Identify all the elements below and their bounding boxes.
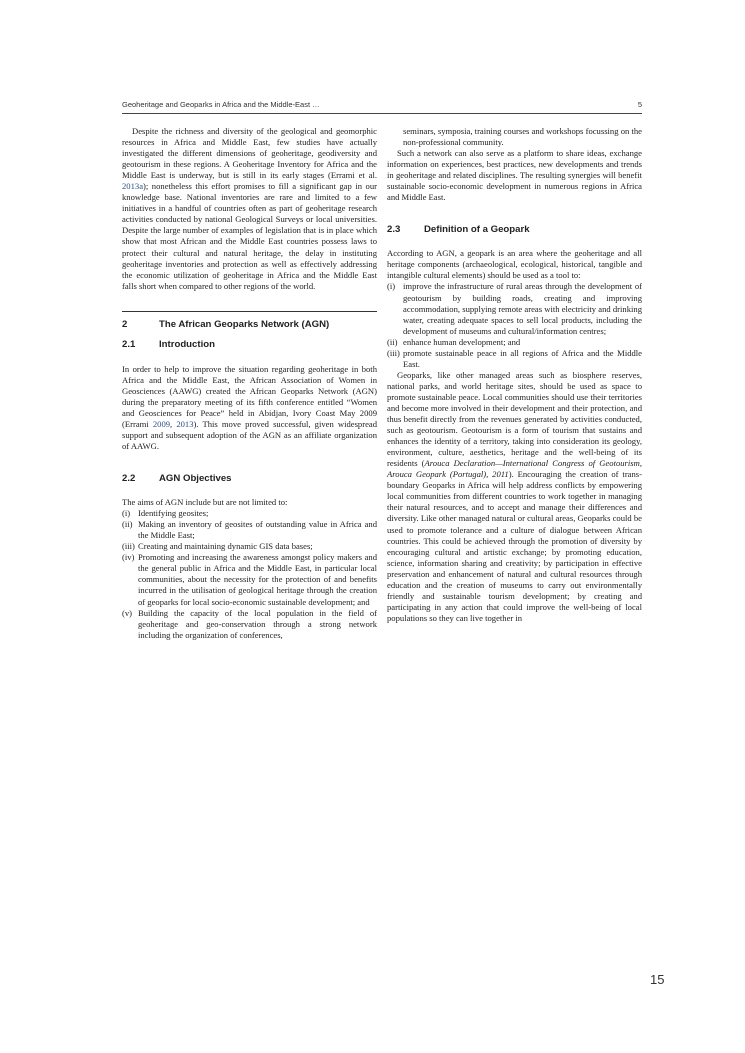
list-item: (v) Building the capacity of the local population in the field of geoheritage and geo-conservation through a strong network including the organization of conferences, bbox=[122, 607, 377, 640]
running-head-page-number: 5 bbox=[637, 100, 642, 109]
introduction-paragraph: In order to help to improve the situation regarding geoheritage in both Africa and the Middle East, the African Association of Women in Geosciences (AAWG) created the African Geoparks Network (AGN) during the preparatory meeting of its fifth conference entitled “Women and Geosciences for Peace” held in Abidjan, Ivory Coast May 2009 (Errami 2009, 2013). This move proved successful, given widespread support and subsequent adoption of the AGN as an affiliate organization of AAWG. bbox=[122, 363, 377, 452]
list-item: (ii) enhance human development; and bbox=[387, 336, 521, 347]
header-rule bbox=[122, 113, 642, 114]
list-item: (iii) Creating and maintaining dynamic GIS data bases; bbox=[122, 541, 313, 552]
running-head bbox=[122, 100, 642, 112]
list-item: (i) improve the infrastructure of rural areas through the development of geotourism by building roads, creating and improving accommodation, supplying remote areas with electricity and drinking water, creating adequate spaces to sell local products, including the development of museums and cultural/information centres; bbox=[387, 281, 642, 336]
section-heading-2: 2 The African Geoparks Network (AGN) bbox=[122, 318, 330, 330]
objectives-list bbox=[122, 508, 377, 641]
citation-link[interactable]: 2013a bbox=[122, 181, 144, 192]
list-item: (iii) promote sustainable peace in all regions of Africa and the Middle East. bbox=[387, 347, 642, 369]
right-column bbox=[387, 126, 642, 624]
citation-link[interactable]: 2009 bbox=[152, 418, 171, 429]
objectives-intro: The aims of AGN include but are not limited to: bbox=[122, 497, 288, 508]
section-heading-2-1: 2.1 Introduction bbox=[122, 338, 215, 350]
section-heading-2-3: 2.3 Definition of a Geopark bbox=[387, 224, 530, 236]
continuation-text: seminars, symposia, training courses and workshops focussing on the non-professional community. bbox=[403, 126, 642, 148]
network-paragraph: Such a network can also serve as a platform to share ideas, exchange information on experiences, best practices, new developments and trends in geoheritage and related disciplines. The resulting synergies will benefit sustainable socio-economic development in numerous regions in Africa and Middle East. bbox=[387, 148, 642, 203]
footer-page-number: 15 bbox=[650, 972, 665, 987]
definition-intro: According to AGN, a geopark is an area where the geoheritage and all heritage components (archaeological, ecological, historical, tangible and intangible cultural elements) should be used as a tool to: bbox=[387, 248, 642, 281]
list-item: (ii) Making an inventory of geosites of outstanding value in Africa and the Middle East; bbox=[122, 519, 377, 541]
running-head-title: Geoheritage and Geoparks in Africa and the Middle-East … bbox=[122, 100, 320, 109]
definition-list bbox=[387, 281, 642, 369]
section-rule bbox=[122, 311, 377, 312]
left-column bbox=[122, 126, 377, 641]
list-item: (i) Identifying geosites; bbox=[122, 508, 209, 519]
section-heading-2-2: 2.2 AGN Objectives bbox=[122, 473, 232, 485]
intro-paragraph: Despite the richness and diversity of the geological and geomorphic resources in Africa and Middle East, few studies have actually investigated the different dimensions of geoheritage, geodiversity and geotourism in these regions. A Geoheritage Inventory for Africa and the Middle East is underway, but is still in its early stages (Errami et al. 2013a); nonetheless this effort promises to fill a significant gap in our knowledge base. National inventories are rare and limited to a few initiatives in a handful of countries often as part of geoheritage research activities conducted by national Geological Surveys or local universities. Despite the large number of examples of legislation that is in place which show that most African and the Middle East countries possess laws to protect their cultural and natural heritage, the delay in instituting geoheritage inventories and protection as well as effectively addressing the economic utilization of geoheritage in Africa and the Middle East falls short when compared to other regions of the world. bbox=[122, 126, 377, 291]
list-item: (iv) Promoting and increasing the awareness amongst policy makers and the general public in Africa and the Middle East, in particular local communities, about the necessity for the protection of and benefits incurred in the utilisation of geological heritage through the creation of geoparks for local socio-economic sustainable development; and bbox=[122, 552, 377, 607]
citation-link[interactable]: 2013 bbox=[176, 418, 194, 429]
geoparks-paragraph: Geoparks, like other managed areas such as biosphere reserves, national parks, and world heritage sites, should be used as space to promote sustainable peace. Local communities should use their territories and become more involved in their development and their protection, and thus benefit directly from the revenues generated by activities conducted, such as geotourism. Geotourism is a form of tourism that sustains and enhances the identity of a territory, taking into consideration its geology, environment, culture, aesthetics, heritage and the well-being of its residents (Arouca Declaration—International Congress of Geotourism, Arouca Geopark (Portugal), 2011). Encouraging the creation of trans-boundary Geoparks in Africa will help address conflicts by empowering local communities from different countries to work together in managing their natural resources, and to accept and manage their differences and diversity. Like other managed natural or cultural areas, Geoparks could be used to promote tolerance and a culture of dialogue between African countries. This could be achieved through the promotion of diversity by encouraging cultural and artistic exchange; by promoting education, science, information sharing and creativity; by participation in effective preservation and enhancement of natural and cultural resources through education and the creation of museums to carry out environmentally friendly and sustainable tourism development; by creating and participating in any action that could improve the well-being of local populations so they can live together in bbox=[387, 369, 642, 623]
